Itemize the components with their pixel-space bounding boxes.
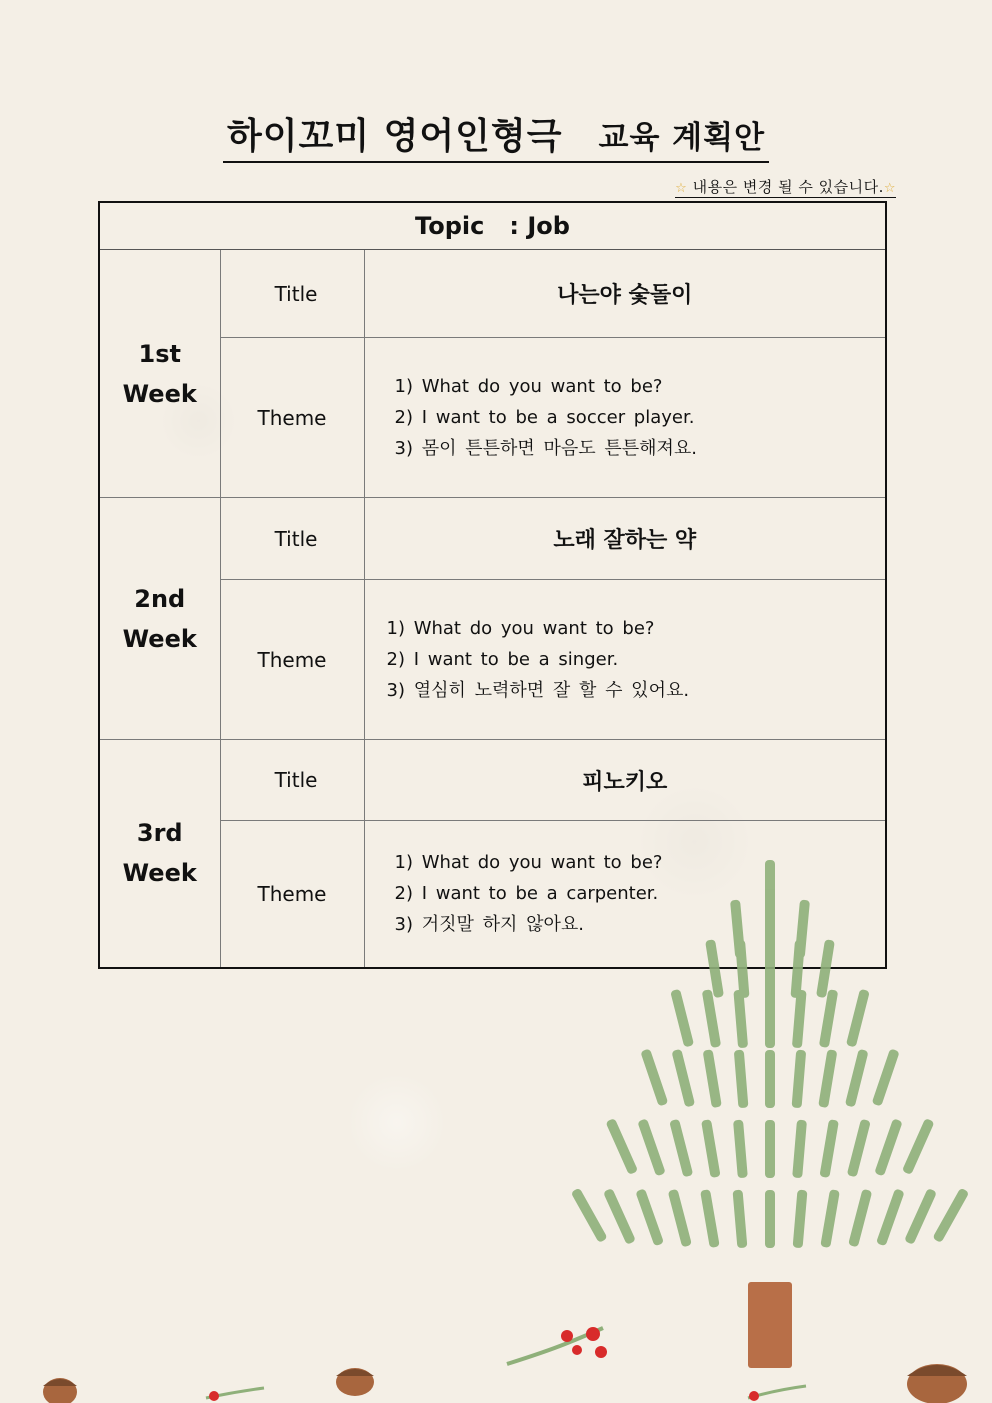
week-2-themes xyxy=(364,580,886,740)
change-notice xyxy=(675,176,896,198)
theme-item: 3) 거짓말 하지 않아요. xyxy=(394,914,584,936)
week-3-label: 3rd Week xyxy=(99,740,220,968)
tree-needle xyxy=(765,1120,775,1178)
tree-needle xyxy=(733,1190,748,1249)
week-2-title: 노래 잘하는 약 xyxy=(364,498,886,580)
theme-item: 3) 열심히 노력하면 잘 할 수 있어요. xyxy=(386,680,690,701)
acorn-icon xyxy=(333,1362,377,1396)
topic-row xyxy=(99,202,886,250)
star-icon: ☆ xyxy=(883,181,896,196)
title-label: Title xyxy=(220,498,364,580)
title-label: Title xyxy=(220,250,364,338)
christmas-tree-icon xyxy=(570,840,980,1380)
tree-needle xyxy=(765,940,775,998)
acorn-icon xyxy=(40,1372,80,1403)
tree-needle xyxy=(819,989,838,1048)
tree-needle xyxy=(701,1119,721,1178)
tree-needle xyxy=(793,1190,808,1249)
theme-label: Theme xyxy=(220,580,364,740)
tree-trunk xyxy=(748,1282,792,1368)
week-1-label: 1st Week xyxy=(99,250,220,498)
tree-needle xyxy=(904,1188,937,1245)
tree-needle xyxy=(792,990,807,1049)
notice-text: 내용은 변경 될 수 있습니다. xyxy=(692,178,884,196)
week-3-title-row xyxy=(99,740,886,821)
title-main: 하이꼬미 영어인형극 xyxy=(226,116,563,157)
berry-branch-icon xyxy=(204,1384,270,1403)
theme-item: 1) What do you want to be? xyxy=(394,376,663,397)
tree-needle xyxy=(671,1049,695,1108)
theme-label: Theme xyxy=(220,338,364,498)
tree-needle xyxy=(669,1119,693,1178)
tree-needle xyxy=(700,1189,720,1248)
theme-item: 2) I want to be a singer. xyxy=(386,649,619,670)
tree-needle xyxy=(703,1049,722,1108)
tree-needle xyxy=(847,1119,871,1178)
tree-needle xyxy=(846,989,870,1048)
tree-needle xyxy=(670,989,694,1048)
berry-branch-icon xyxy=(746,1382,812,1403)
tree-needle xyxy=(819,1119,839,1178)
tree-needle xyxy=(816,939,835,998)
tree-needle xyxy=(668,1189,692,1248)
tree-needle xyxy=(705,939,724,998)
title-sub: 교육 계획안 xyxy=(598,120,766,156)
star-icon: ☆ xyxy=(675,181,688,196)
theme-item: 2) I want to be a soccer player. xyxy=(394,407,695,428)
tree-needle xyxy=(637,1118,666,1176)
tree-needle xyxy=(702,989,721,1048)
document-title xyxy=(0,108,992,163)
tree-needle xyxy=(603,1188,636,1245)
tree-needle xyxy=(872,1048,900,1106)
week-1-title-row xyxy=(99,250,886,338)
tree-needle xyxy=(820,1189,840,1248)
tree-needle xyxy=(874,1118,903,1176)
tree-needle xyxy=(733,1120,748,1179)
theme-item: 3) 몸이 튼튼하면 마음도 튼튼해져요. xyxy=(394,438,698,459)
tree-needle xyxy=(818,1049,837,1108)
tree-needle xyxy=(792,1050,807,1109)
tree-needle xyxy=(765,990,775,1048)
tree-needle xyxy=(640,1048,668,1106)
tree-needle xyxy=(845,1049,869,1108)
topic-cell: Topic : Job xyxy=(99,202,886,250)
theme-item: 2) I want to be a carpenter. xyxy=(394,883,659,905)
tree-needle xyxy=(792,1120,807,1179)
week-3-title: 피노키오 xyxy=(364,740,886,821)
tree-needle xyxy=(735,940,750,999)
week-1-themes xyxy=(364,338,886,498)
week-1-title: 나는야 숯돌이 xyxy=(364,250,886,338)
tree-needle xyxy=(635,1188,664,1246)
tree-needle xyxy=(765,1190,775,1248)
tree-needle xyxy=(902,1118,935,1175)
tree-needle xyxy=(765,1050,775,1108)
theme-label: Theme xyxy=(220,821,364,968)
theme-item: 1) What do you want to be? xyxy=(386,618,655,639)
tree-needle xyxy=(876,1188,905,1246)
week-2-label: 2nd Week xyxy=(99,498,220,740)
tree-needle xyxy=(790,940,805,999)
week-2-title-row xyxy=(99,498,886,580)
tree-needle xyxy=(932,1188,969,1243)
berry-branch-icon xyxy=(505,1322,615,1370)
tree-needle xyxy=(571,1188,608,1243)
acorn-icon xyxy=(902,1352,972,1403)
tree-needle xyxy=(734,1050,749,1109)
tree-needle xyxy=(605,1118,638,1175)
theme-item: 1) What do you want to be? xyxy=(394,852,663,874)
tree-needle xyxy=(848,1189,872,1248)
title-label: Title xyxy=(220,740,364,821)
tree-needle xyxy=(733,990,748,1049)
